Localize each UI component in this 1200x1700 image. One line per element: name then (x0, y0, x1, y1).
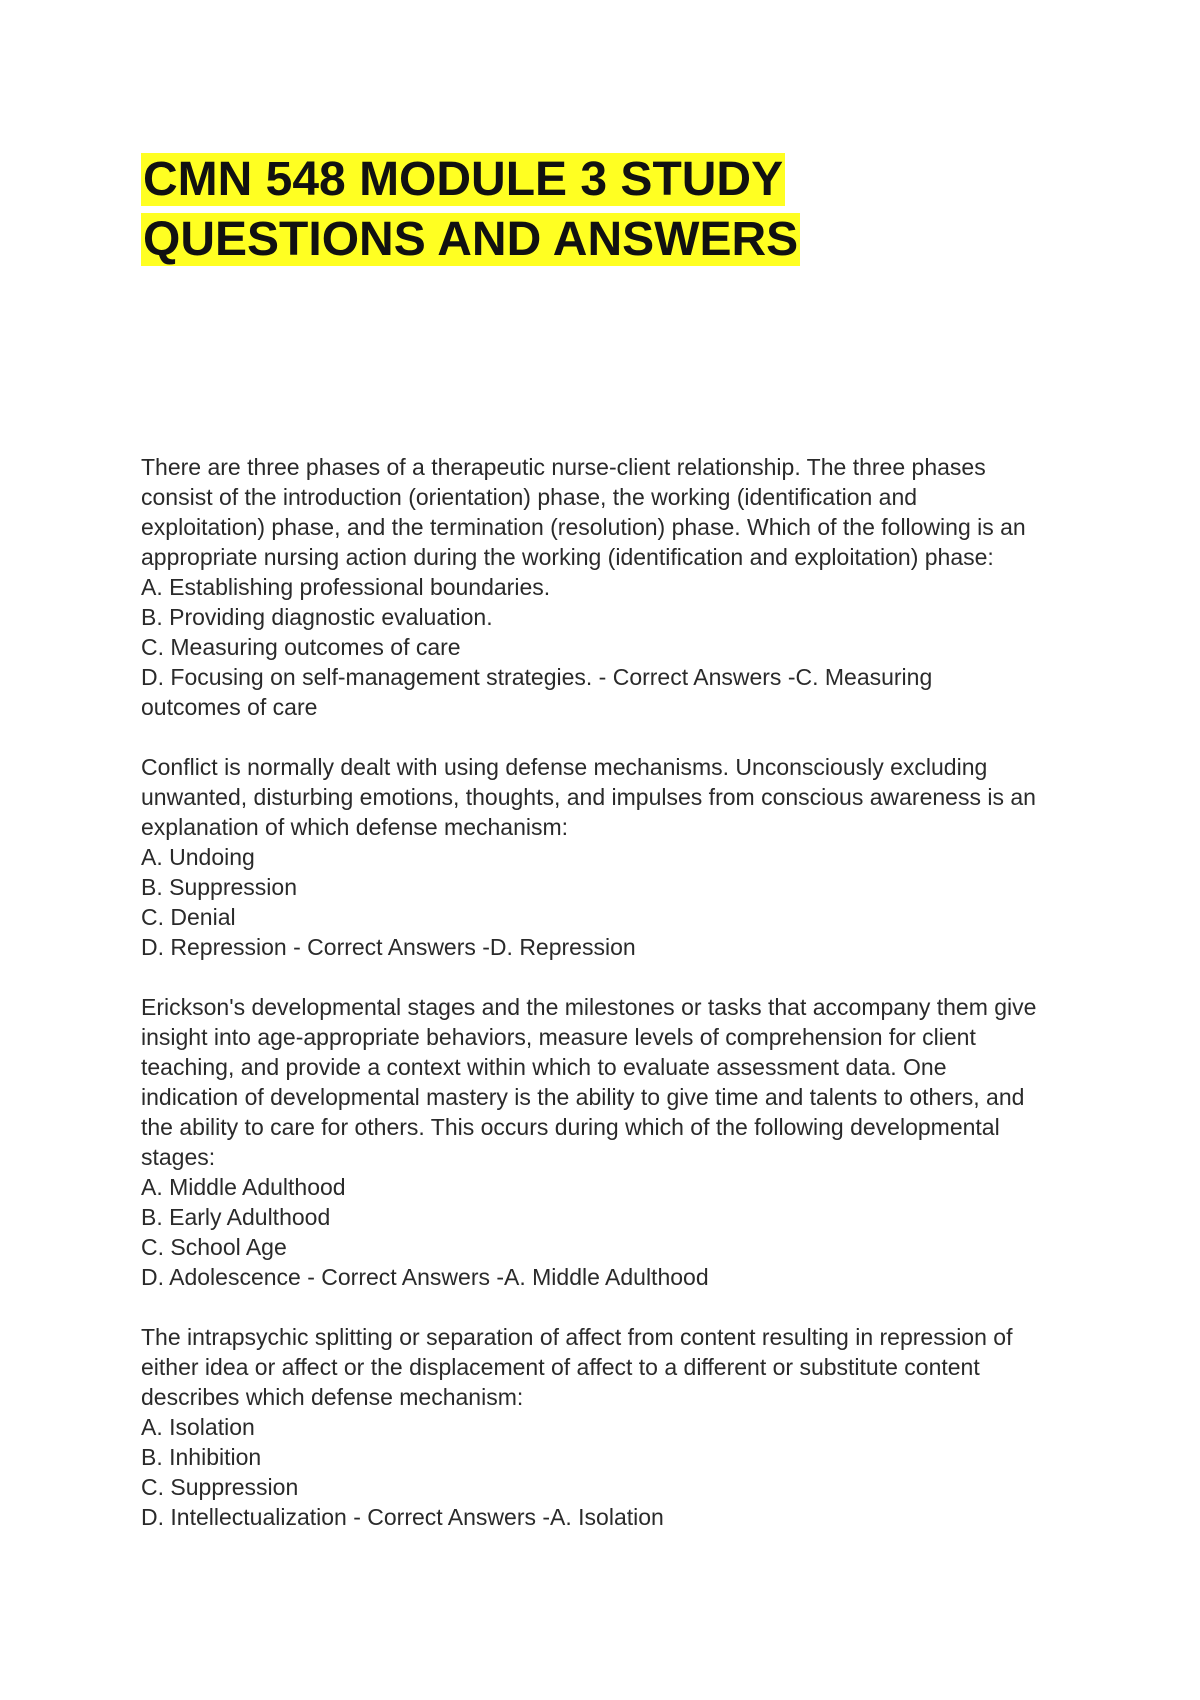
question-text: Conflict is normally dealt with using defense mechanisms. Unconsciously excluding (141, 754, 988, 780)
answer-option-with-correct-answer: D. Repression - Correct Answers -D. Repression (141, 934, 636, 960)
answer-option: B. Early Adulthood (141, 1204, 331, 1230)
answer-option: A. Middle Adulthood (141, 1174, 346, 1200)
answer-option: B. Providing diagnostic evaluation. (141, 604, 493, 630)
title-line-1: CMN 548 MODULE 3 STUDY (143, 153, 784, 206)
correct-answer-text: outcomes of care (141, 694, 318, 720)
questions-list (141, 452, 1081, 1562)
answer-option: B. Inhibition (141, 1444, 262, 1470)
question-text: explanation of which defense mechanism: (141, 814, 569, 840)
question-block-4 (141, 1322, 1081, 1532)
question-block-2 (141, 752, 1081, 962)
question-text: The intrapsychic splitting or separation of affect from content resulting in repression of (141, 1324, 1013, 1350)
question-text: appropriate nursing action during the working (identification and exploitation) phase: (141, 544, 994, 570)
answer-option: B. Suppression (141, 874, 297, 900)
answer-option-with-correct-answer: D. Focusing on self-management strategies. - Correct Answers -C. Measuring (141, 664, 933, 690)
answer-option: A. Isolation (141, 1414, 255, 1440)
question-text: exploitation) phase, and the termination (resolution) phase. Which of the following is an (141, 514, 1026, 540)
title-line-2: QUESTIONS AND ANSWERS (143, 213, 799, 266)
answer-option: C. Suppression (141, 1474, 299, 1500)
answer-option: A. Establishing professional boundaries. (141, 574, 551, 600)
question-text: Erickson's developmental stages and the milestones or tasks that accompany them give (141, 994, 1037, 1020)
question-text: either idea or affect or the displacement of affect to a different or substitute content (141, 1354, 980, 1380)
answer-option: A. Undoing (141, 844, 255, 870)
answer-option: C. School Age (141, 1234, 287, 1260)
document-title (141, 150, 1041, 270)
answer-option-with-correct-answer: D. Adolescence - Correct Answers -A. Middle Adulthood (141, 1264, 709, 1290)
question-text: stages: (141, 1144, 216, 1170)
answer-option-with-correct-answer: D. Intellectualization - Correct Answers -A. Isolation (141, 1504, 664, 1530)
answer-option: C. Measuring outcomes of care (141, 634, 461, 660)
question-text: describes which defense mechanism: (141, 1384, 524, 1410)
question-text: unwanted, disturbing emotions, thoughts, and impulses from conscious awareness is an (141, 784, 1036, 810)
question-block-1 (141, 452, 1081, 722)
question-text: There are three phases of a therapeutic nurse-client relationship. The three phases (141, 454, 986, 480)
question-text: the ability to care for others. This occurs during which of the following developmental (141, 1114, 1000, 1140)
question-block-3 (141, 992, 1081, 1292)
question-text: consist of the introduction (orientation) phase, the working (identification and (141, 484, 918, 510)
answer-option: C. Denial (141, 904, 236, 930)
question-text: insight into age-appropriate behaviors, measure levels of comprehension for client (141, 1024, 976, 1050)
question-text: indication of developmental mastery is the ability to give time and talents to others, and (141, 1084, 1025, 1110)
question-text: teaching, and provide a context within which to evaluate assessment data. One (141, 1054, 947, 1080)
